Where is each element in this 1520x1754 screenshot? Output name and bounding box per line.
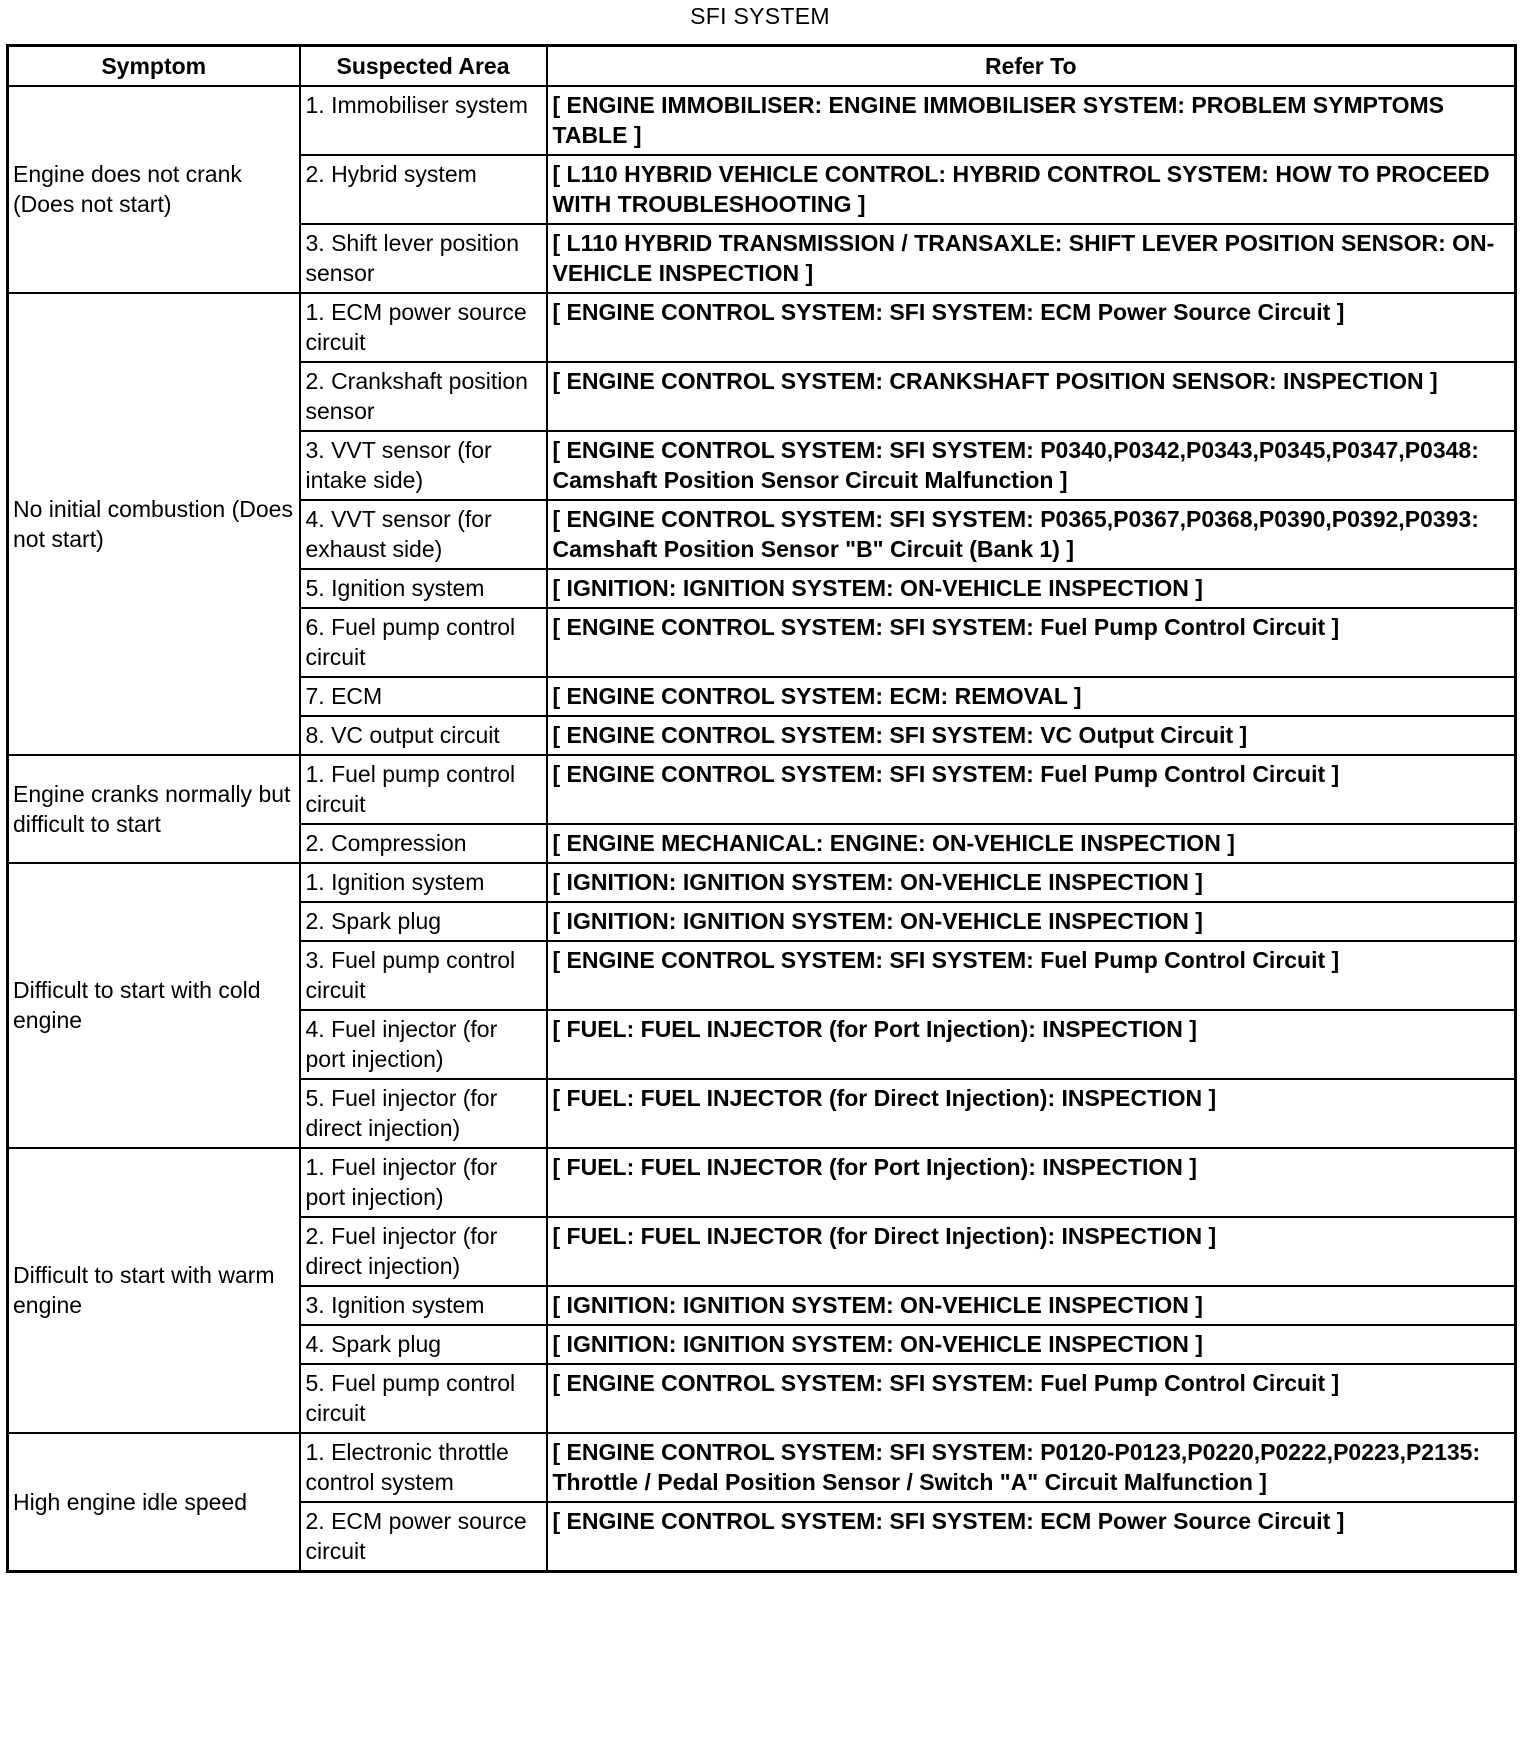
suspected-area-cell: 3. Ignition system [300, 1286, 547, 1325]
suspected-area-cell: 1. Immobiliser system [300, 86, 547, 155]
refer-to-cell [547, 155, 1516, 224]
page-title: SFI SYSTEM [690, 3, 830, 29]
suspected-area-cell: 1. ECM power source circuit [300, 293, 547, 362]
symptoms-table [6, 44, 1517, 1573]
refer-to-cell [547, 1217, 1516, 1286]
table-row [8, 1433, 1516, 1502]
reference-link[interactable]: [ ENGINE CONTROL SYSTEM: SFI SYSTEM: P0365,P0367,P0368,P0390,P0392,P0393: Camshaft Position Sensor "B" Circuit (Bank 1) ] [552, 506, 1479, 562]
reference-link[interactable]: [ IGNITION: IGNITION SYSTEM: ON-VEHICLE INSPECTION ] [552, 869, 1203, 895]
header-row [8, 46, 1516, 87]
refer-to-cell [547, 608, 1516, 677]
refer-to-cell [547, 824, 1516, 863]
suspected-area-cell: 2. Compression [300, 824, 547, 863]
table-row [8, 1148, 1516, 1217]
refer-to-cell [547, 1433, 1516, 1502]
table-row [8, 755, 1516, 824]
suspected-area-cell: 3. Shift lever position sensor [300, 224, 547, 293]
reference-link[interactable]: [ ENGINE CONTROL SYSTEM: SFI SYSTEM: VC Output Circuit ] [552, 722, 1248, 748]
refer-to-cell [547, 755, 1516, 824]
reference-link[interactable]: [ IGNITION: IGNITION SYSTEM: ON-VEHICLE INSPECTION ] [552, 908, 1203, 934]
refer-to-cell [547, 1010, 1516, 1079]
table-row [8, 293, 1516, 362]
reference-link[interactable]: [ ENGINE CONTROL SYSTEM: SFI SYSTEM: ECM Power Source Circuit ] [552, 1508, 1345, 1534]
reference-link[interactable]: [ FUEL: FUEL INJECTOR (for Port Injection): INSPECTION ] [552, 1154, 1197, 1180]
refer-to-cell [547, 569, 1516, 608]
reference-link[interactable]: [ ENGINE CONTROL SYSTEM: SFI SYSTEM: Fuel Pump Control Circuit ] [552, 1370, 1340, 1396]
reference-link[interactable]: [ FUEL: FUEL INJECTOR (for Port Injection): INSPECTION ] [552, 1016, 1197, 1042]
suspected-area-cell: 2. Crankshaft position sensor [300, 362, 547, 431]
suspected-area-cell: 2. Spark plug [300, 902, 547, 941]
refer-to-cell [547, 500, 1516, 569]
suspected-area-cell: 4. Fuel injector (for port injection) [300, 1010, 547, 1079]
refer-to-cell [547, 941, 1516, 1010]
suspected-area-cell: 2. Fuel injector (for direct injection) [300, 1217, 547, 1286]
symptom-cell: High engine idle speed [8, 1433, 300, 1572]
refer-to-cell [547, 1364, 1516, 1433]
reference-link[interactable]: [ ENGINE CONTROL SYSTEM: SFI SYSTEM: P0120-P0123,P0220,P0222,P0223,P2135: Throttle / Pedal Position Sensor / Switch "A" Circuit Malfunction ] [552, 1439, 1481, 1495]
reference-link[interactable]: [ IGNITION: IGNITION SYSTEM: ON-VEHICLE INSPECTION ] [552, 1292, 1203, 1318]
reference-link[interactable]: [ IGNITION: IGNITION SYSTEM: ON-VEHICLE INSPECTION ] [552, 575, 1203, 601]
reference-link[interactable]: [ ENGINE CONTROL SYSTEM: SFI SYSTEM: P0340,P0342,P0343,P0345,P0347,P0348: Camshaft Position Sensor Circuit Malfunction ] [552, 437, 1479, 493]
reference-link[interactable]: [ ENGINE CONTROL SYSTEM: SFI SYSTEM: Fuel Pump Control Circuit ] [552, 947, 1340, 973]
refer-to-cell [547, 362, 1516, 431]
reference-link[interactable]: [ FUEL: FUEL INJECTOR (for Direct Injection): INSPECTION ] [552, 1085, 1217, 1111]
reference-link[interactable]: [ ENGINE MECHANICAL: ENGINE: ON-VEHICLE INSPECTION ] [552, 830, 1235, 856]
refer-to-cell [547, 902, 1516, 941]
reference-link[interactable]: [ FUEL: FUEL INJECTOR (for Direct Injection): INSPECTION ] [552, 1223, 1217, 1249]
refer-to-cell [547, 1325, 1516, 1364]
symptom-cell: Difficult to start with cold engine [8, 863, 300, 1148]
suspected-area-cell: 5. Fuel injector (for direct injection) [300, 1079, 547, 1148]
refer-to-cell [547, 677, 1516, 716]
header-suspected-area: Suspected Area [300, 46, 547, 87]
suspected-area-cell: 3. VVT sensor (for intake side) [300, 431, 547, 500]
refer-to-cell [547, 1502, 1516, 1572]
suspected-area-cell: 7. ECM [300, 677, 547, 716]
suspected-area-cell: 1. Fuel pump control circuit [300, 755, 547, 824]
refer-to-cell [547, 1148, 1516, 1217]
symptom-cell: Difficult to start with warm engine [8, 1148, 300, 1433]
suspected-area-cell: 6. Fuel pump control circuit [300, 608, 547, 677]
table-row [8, 863, 1516, 902]
reference-link[interactable]: [ L110 HYBRID TRANSMISSION / TRANSAXLE: SHIFT LEVER POSITION SENSOR: ON-VEHICLE INSPECTION ] [552, 230, 1495, 286]
suspected-area-cell: 2. Hybrid system [300, 155, 547, 224]
reference-link[interactable]: [ ENGINE CONTROL SYSTEM: SFI SYSTEM: ECM Power Source Circuit ] [552, 299, 1345, 325]
refer-to-cell [547, 293, 1516, 362]
table-body [8, 86, 1516, 1572]
suspected-area-cell: 1. Electronic throttle control system [300, 1433, 547, 1502]
refer-to-cell [547, 431, 1516, 500]
reference-link[interactable]: [ ENGINE CONTROL SYSTEM: CRANKSHAFT POSITION SENSOR: INSPECTION ] [552, 368, 1438, 394]
reference-link[interactable]: [ ENGINE IMMOBILISER: ENGINE IMMOBILISER SYSTEM: PROBLEM SYMPTOMS TABLE ] [552, 92, 1445, 148]
suspected-area-cell: 5. Fuel pump control circuit [300, 1364, 547, 1433]
refer-to-cell [547, 716, 1516, 755]
suspected-area-cell: 8. VC output circuit [300, 716, 547, 755]
suspected-area-cell: 3. Fuel pump control circuit [300, 941, 547, 1010]
header-refer-to: Refer To [547, 46, 1516, 87]
reference-link[interactable]: [ ENGINE CONTROL SYSTEM: ECM: REMOVAL ] [552, 683, 1082, 709]
reference-link[interactable]: [ ENGINE CONTROL SYSTEM: SFI SYSTEM: Fuel Pump Control Circuit ] [552, 614, 1340, 640]
suspected-area-cell: 2. ECM power source circuit [300, 1502, 547, 1572]
symptom-cell: Engine cranks normally but difficult to start [8, 755, 300, 863]
refer-to-cell [547, 863, 1516, 902]
refer-to-cell [547, 1079, 1516, 1148]
suspected-area-cell: 4. Spark plug [300, 1325, 547, 1364]
refer-to-cell [547, 86, 1516, 155]
suspected-area-cell: 1. Ignition system [300, 863, 547, 902]
suspected-area-cell: 5. Ignition system [300, 569, 547, 608]
refer-to-cell [547, 1286, 1516, 1325]
refer-to-cell [547, 224, 1516, 293]
header-symptom: Symptom [8, 46, 300, 87]
reference-link[interactable]: [ ENGINE CONTROL SYSTEM: SFI SYSTEM: Fuel Pump Control Circuit ] [552, 761, 1340, 787]
suspected-area-cell: 1. Fuel injector (for port injection) [300, 1148, 547, 1217]
suspected-area-cell: 4. VVT sensor (for exhaust side) [300, 500, 547, 569]
reference-link[interactable]: [ L110 HYBRID VEHICLE CONTROL: HYBRID CONTROL SYSTEM: HOW TO PROCEED WITH TROUBLESHOOTING ] [552, 161, 1490, 217]
symptom-cell: No initial combustion (Does not start) [8, 293, 300, 755]
table-row [8, 86, 1516, 155]
symptom-cell: Engine does not crank (Does not start) [8, 86, 300, 293]
reference-link[interactable]: [ IGNITION: IGNITION SYSTEM: ON-VEHICLE INSPECTION ] [552, 1331, 1203, 1357]
